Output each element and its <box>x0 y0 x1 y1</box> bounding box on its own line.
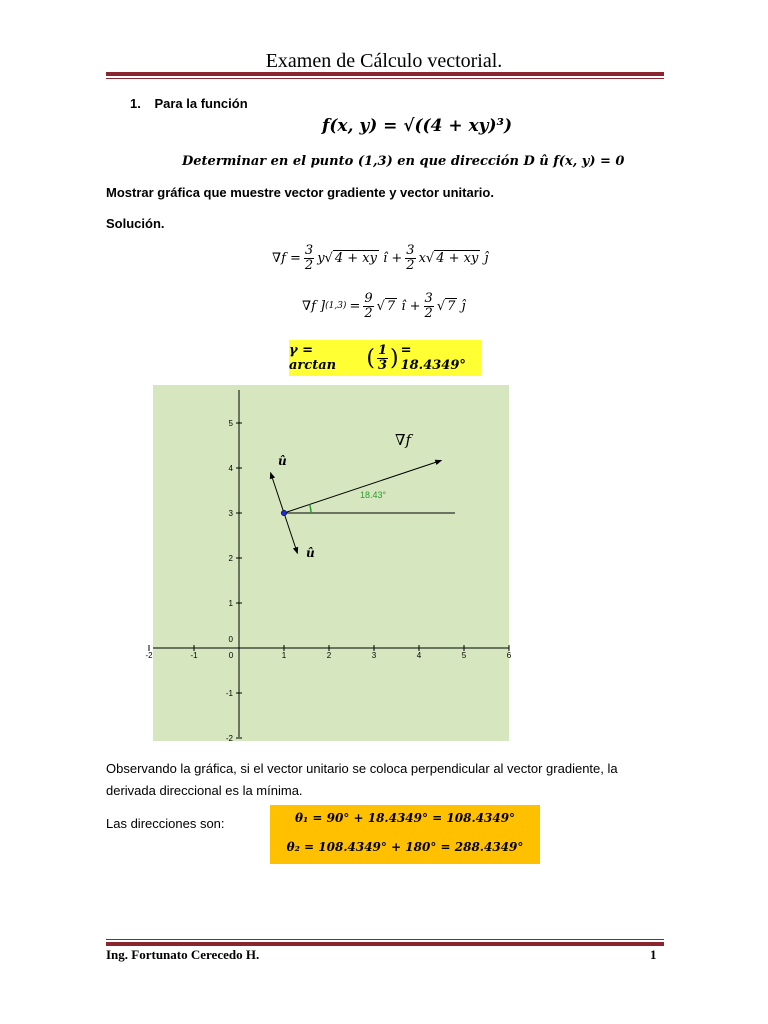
y-tick-label: 4 <box>228 464 233 473</box>
point-1-3 <box>281 510 287 516</box>
x-tick-label: 1 <box>281 651 287 660</box>
gradient-evaluated: ∇f ] (1,3) = $\frac{9}{2}$ √ 7 î + $\frac{3}{2}$ √ 7 ĵ <box>302 291 466 321</box>
unit-vector-up <box>271 473 285 514</box>
theta1-equation: θ₁ = 90° + 18.4349° = 108.4349° <box>294 811 516 825</box>
gradient-vector <box>284 460 442 513</box>
y-tick-label: -2 <box>225 734 233 743</box>
x-tick-label: 5 <box>461 651 467 660</box>
gradient-graph <box>145 385 512 743</box>
angle-arc <box>310 505 311 514</box>
task-suffix: D û f(x, y) = 0 <box>523 154 625 169</box>
gradient-equation: ∇f = $\frac{3}{2}$ y√ 4 + xy î + $\frac{3}{2}$ x√ 4 + xy ĵ <box>272 243 489 273</box>
task-statement <box>182 154 624 169</box>
header-rule-thick <box>106 72 664 76</box>
instruction-text: Mostrar gráfica que muestre vector gradiente y vector unitario. <box>106 185 494 200</box>
angle-label: 18.43° <box>360 490 387 500</box>
task-middle: en que dirección <box>397 154 519 169</box>
task-point: (1,3) <box>357 154 393 169</box>
x-tick-label: 6 <box>506 651 512 660</box>
y-tick-label: 3 <box>228 509 233 518</box>
gradient-lhs: ∇f = <box>272 250 301 266</box>
gamma-value: = 18.4349° <box>400 343 466 373</box>
gradient-label: ∇f <box>395 431 412 449</box>
directions-box <box>270 805 540 864</box>
observation-text: Observando la gráfica, si el vector unitario se coloca perpendicular al vector gradiente, la derivada direccional es la mínima. <box>106 761 618 798</box>
function-equation: f(x, y) = √((4 + xy)³) <box>322 116 513 136</box>
footer-rule-thin <box>106 939 664 940</box>
footer-author: Ing. Fortunato Cerecedo H. <box>106 947 260 962</box>
solution-label: Solución. <box>106 216 165 231</box>
header-rule-thin <box>106 78 664 79</box>
y-tick-label: 5 <box>228 419 233 428</box>
unit-vector-label-top: û <box>278 454 287 468</box>
y-tick-label: 2 <box>228 554 233 563</box>
page-title: Examen de Cálculo vectorial. <box>265 50 503 72</box>
y-tick-label: 0 <box>228 635 233 644</box>
task-prefix: Determinar en el punto <box>182 154 354 169</box>
y-tick-label: -1 <box>225 689 233 698</box>
graph-svg <box>145 385 512 743</box>
x-tick-label: 4 <box>416 651 422 660</box>
directions-label: Las direcciones son: <box>106 816 225 831</box>
footer-rule-thick <box>106 942 664 946</box>
x-tick-label: 2 <box>326 651 332 660</box>
gradient-eval-lhs: ∇f ] <box>302 298 326 314</box>
problem-number: 1. <box>130 96 141 111</box>
gamma-lhs: γ = arctan <box>289 343 337 373</box>
x-tick-label: 0 <box>228 651 234 660</box>
gradient-eval-sub: (1,3) <box>325 301 347 312</box>
x-tick-label: 3 <box>371 651 377 660</box>
y-tick-label: 1 <box>228 599 233 608</box>
footer-page-number: 1 <box>650 947 657 962</box>
x-tick-label: -2 <box>145 651 153 660</box>
unit-vector-down <box>284 513 298 554</box>
problem-intro: Para la función <box>154 96 248 111</box>
problem-heading <box>130 96 248 111</box>
unit-vector-label-bottom: û <box>306 546 315 560</box>
gamma-equation: γ = arctan ( $\frac{1}{3}$ ) = 18.4349° <box>289 340 481 376</box>
x-tick-label: -1 <box>190 651 198 660</box>
theta2-equation: θ₂ = 108.4349° + 180° = 288.4349° <box>286 840 524 854</box>
